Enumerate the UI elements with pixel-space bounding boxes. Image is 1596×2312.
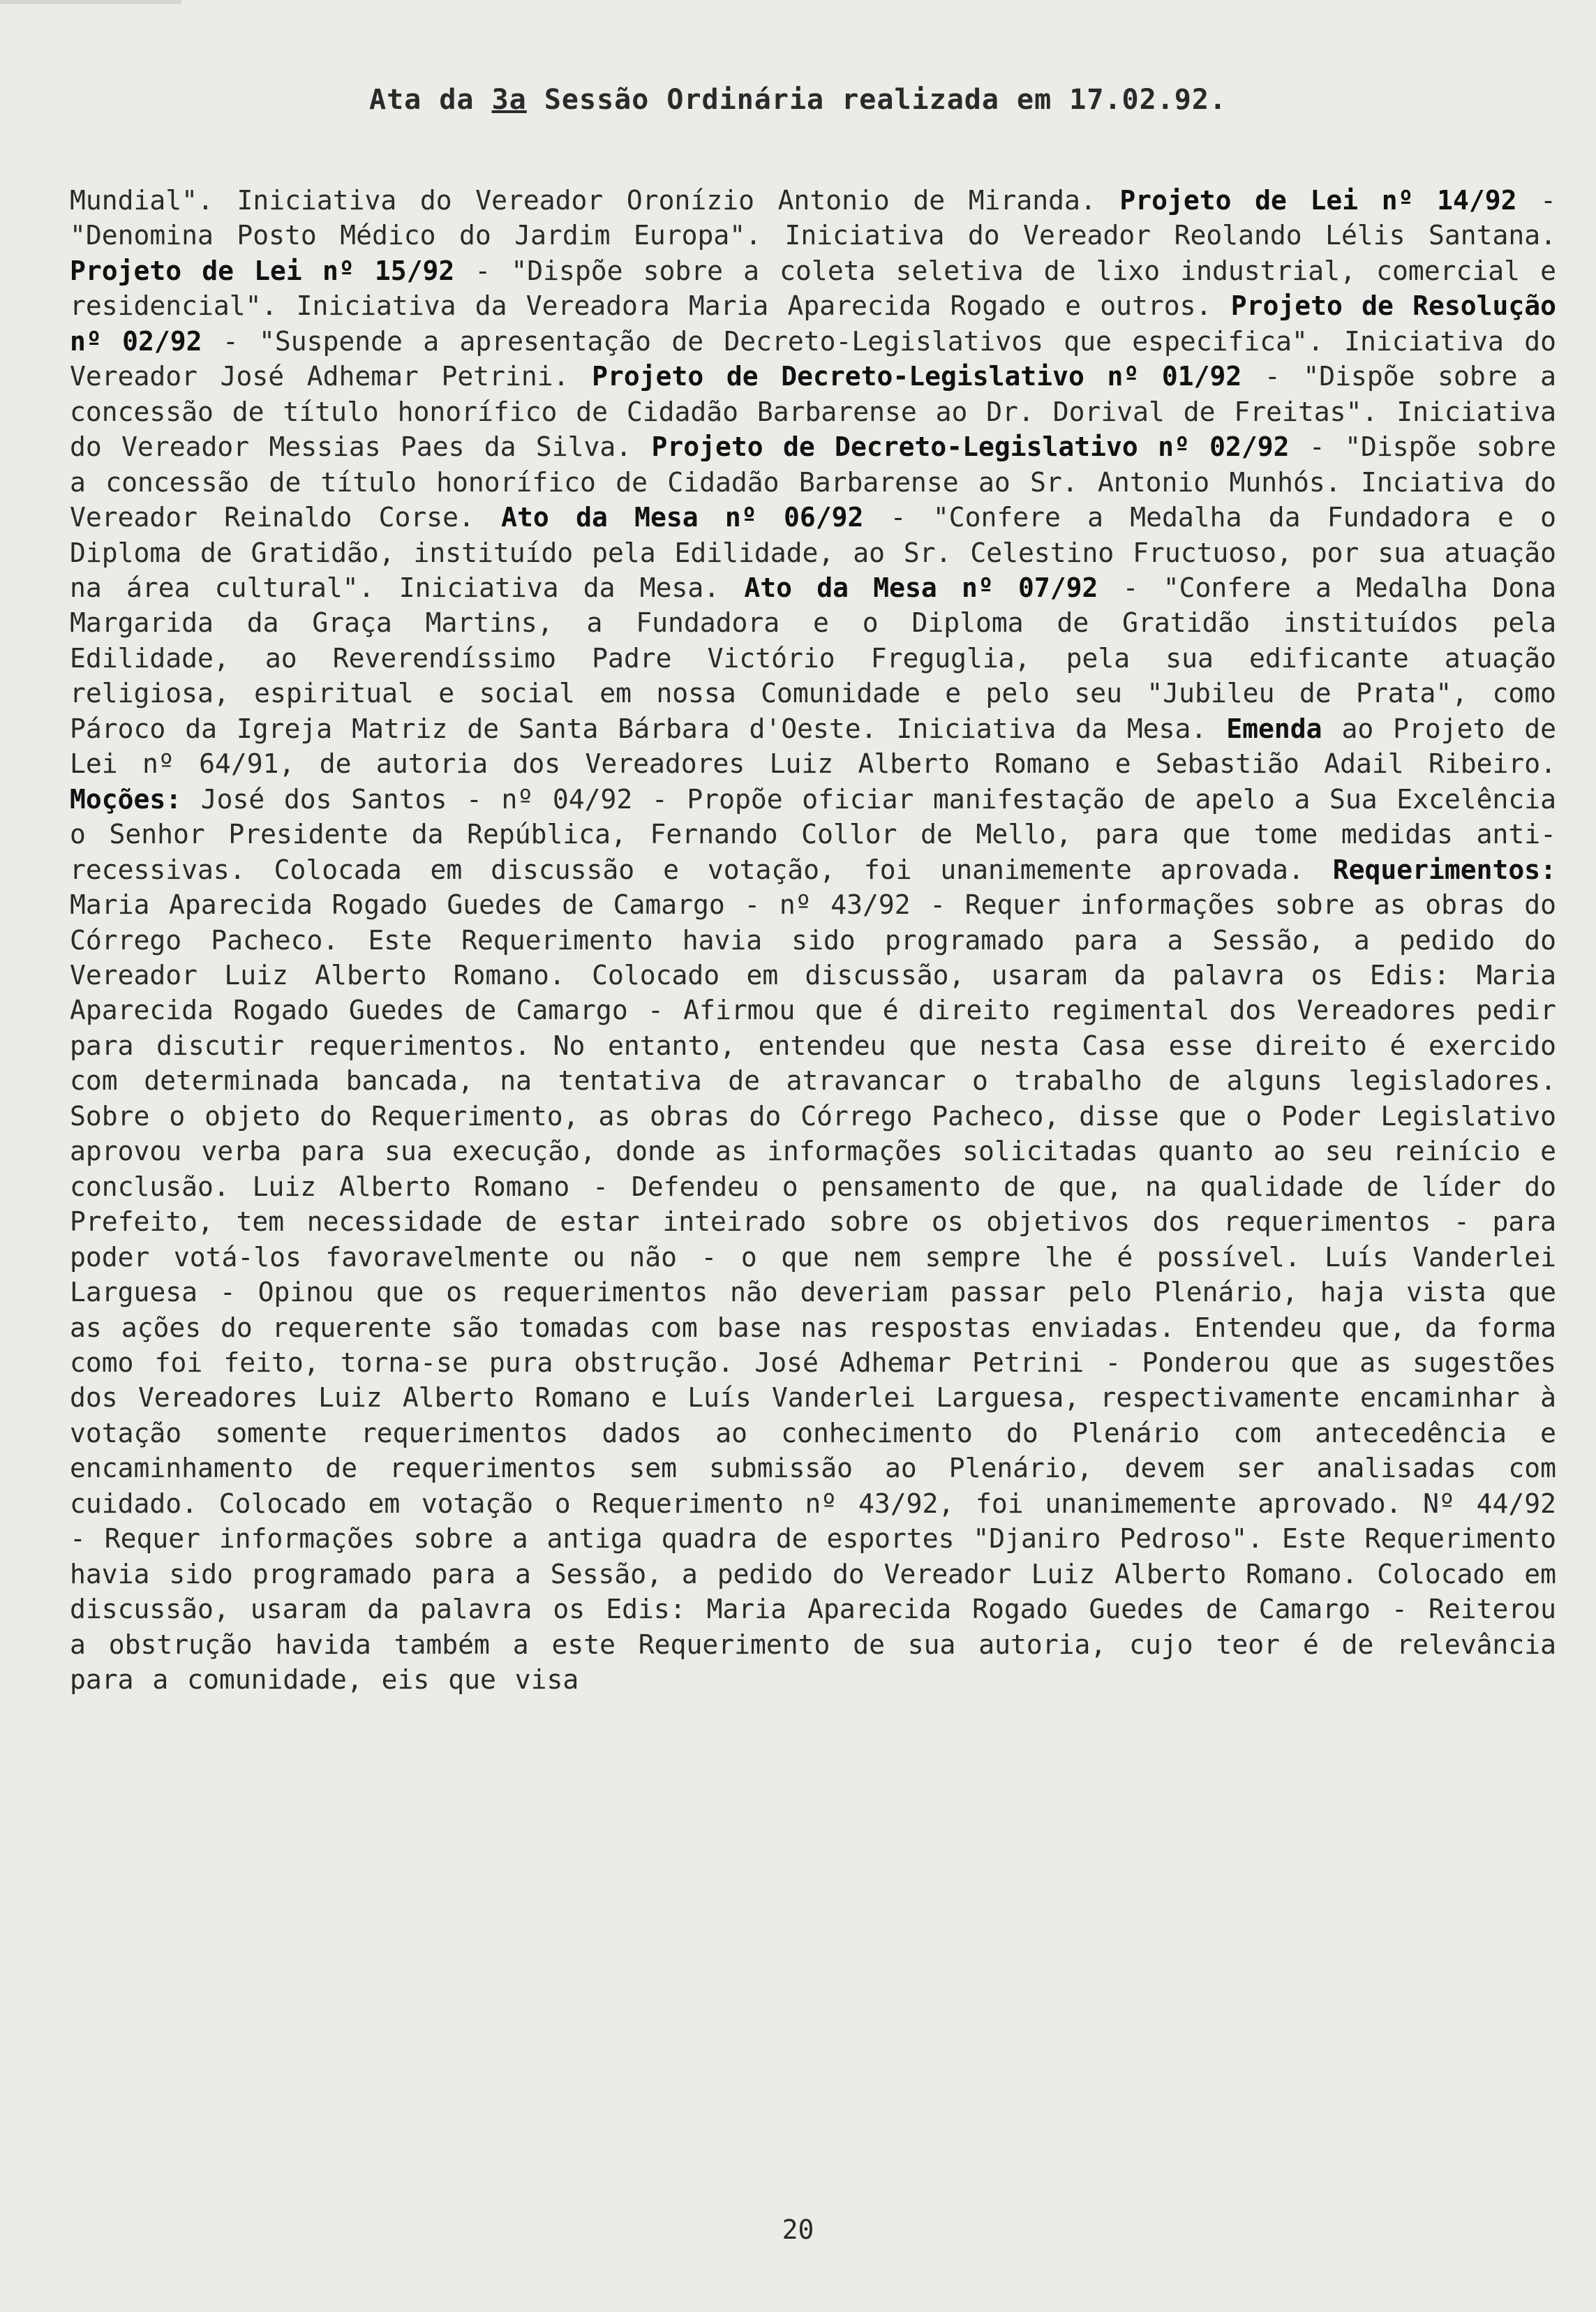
segment-text: - "Dispõe sobre a coleta seletiva de lixo industrial, comercial e residencial". Iniciativa da Vereadora Maria Aparecida Rogado e outros. (70, 255, 1556, 322)
decree-heading: Projeto de Decreto-Legislativo nº 02/92 (651, 431, 1290, 463)
segment-text: José dos Santos - nº 04/92 - Propõe oficiar manifestação de apelo a Sua Excelência o Senhor Presidente da República, Fernando Collor de Mello, para que tome medidas anti-recessivas. Colocada em discussão e votação, foi unanimemente aprovada. (70, 783, 1556, 885)
segment-text: - "Dispõe sobre a concessão de título honorífico de Cidadão Barbarense ao Dr. Dorival de Freitas". Iniciativa do Vereador Messias Paes da Silva. (70, 361, 1556, 463)
title-prefix: Ata da (368, 84, 492, 116)
page-number: 20 (782, 2214, 814, 2245)
segment-text: - "Dispõe sobre a concessão de título honorífico de Cidadão Barbarense ao Sr. Antonio Munhós. Inciativa do Vereador Reinaldo Corse. (70, 431, 1556, 533)
segment-text: ao Projeto de Lei nº 64/91, de autoria dos Vereadores Luiz Alberto Romano e Sebastião Adail Ribeiro. (70, 713, 1556, 780)
page-title (0, 84, 1596, 116)
minutes-body (70, 183, 1556, 2172)
bill-heading: Projeto de Lei nº 15/92 (70, 255, 455, 286)
act-heading: Ato da Mesa nº 06/92 (501, 502, 864, 533)
title-rest: Sessão Ordinária realizada em 17.02.92. (526, 84, 1228, 116)
act-heading: Ato da Mesa nº 07/92 (744, 572, 1098, 603)
segment-text: - "Confere a Medalha da Fundadora e o Diploma de Gratidão, instituído pela Edilidade, ao Sr. Celestino Fructuoso, por sua atuação na área cultural". Iniciativa da Mesa. (70, 502, 1556, 603)
requests-heading: Requerimentos: (1332, 854, 1556, 885)
bill-heading: Projeto de Lei nº 14/92 (1119, 185, 1517, 216)
segment-text: Mundial". Iniciativa do Vereador Oronízio Antonio de Miranda. (70, 185, 1120, 216)
segment-text: - "Confere a Medalha Dona Margarida da Graça Martins, a Fundadora e o Diploma de Gratidão instituídos pela Edilidade, ao Reverendíssimo Padre Victório Freguglia, pela sua edificante atuação religiosa, espiritual e social em nossa Comunidade e pelo seu "Jubileu de Prata", como Pároco da Igreja Matriz de Santa Bárbara d'Oeste. Iniciativa da Mesa. (70, 572, 1556, 744)
segment-text: - "Denomina Posto Médico do Jardim Europa". Iniciativa do Vereador Reolando Lélis Santana. (70, 185, 1556, 251)
motions-heading: Moções: (70, 783, 182, 815)
segment-text: Maria Aparecida Rogado Guedes de Camargo - nº 43/92 - Requer informações sobre as obras do Córrego Pacheco. Este Requerimento havia sido programado para a Sessão, a pedido do Vereador Luiz Alberto Romano. Colocado em discussão, usaram da palavra os Edis: Maria Aparecida Rogado Guedes de Camargo - Afirmou que é direito regimental dos Vereadores pedir para discutir requerimentos. No entanto, entendeu que nesta Casa esse direito é exercido com determinada bancada, na tentativa de atravancar o trabalho de alguns legisladores. Sobre o objeto do Requerimento, as obras do Córrego Pacheco, disse que o Poder Legislativo aprovou verba para sua execução, donde as informações solicitadas quanto ao seu reinício e conclusão. Luiz Alberto Romano - Defendeu o pensamento de que, na qualidade de líder do Prefeito, tem necessidade de estar inteirado sobre os objetivos dos requerimentos - para poder votá-los favoravelmente ou não - o que nem sempre lhe é possível. Luís Vanderlei Larguesa - Opinou que os requerimentos não deveriam passar pelo Plenário, haja vista que as ações do requerente são tomadas com base nas respostas enviadas. Entendeu que, da forma como foi feito, torna-se pura obstrução. José Adhemar Petrini - Ponderou que as sugestões dos Vereadores Luiz Alberto Romano e Luís Vanderlei Larguesa, respectivamente encaminhar à votação somente requerimentos dados ao conhecimento do Plenário com antecedência e encaminhamento de requerimentos sem submissão ao Plenário, devem ser analisadas com cuidado. Colocado em votação o Requerimento nº 43/92, foi unanimemente aprovado. Nº 44/92 - Requer informações sobre a antiga quadra de esportes "Djaniro Pedroso". Este Requerimento havia sido programado para a Sessão, a pedido do Vereador Luiz Alberto Romano. Colocado em discussão, usaram da palavra os Edis: Maria Aparecida Rogado Guedes de Camargo - Reiterou a obstrução havida também a este Requerimento de sua autoria, cujo teor é de relevância para a comunidade, eis que visa (70, 889, 1556, 1696)
segment-text: - "Suspende a apresentação de Decreto-Legislativos que especifica". Iniciativa do Vereador José Adhemar Petrini. (70, 325, 1556, 392)
amendment-heading: Emenda (1226, 713, 1322, 744)
minutes-paragraph (70, 183, 1556, 1697)
title-ordinal: 3a (491, 84, 527, 116)
resolution-heading: Projeto de Resolução nº 02/92 (70, 290, 1556, 357)
decree-heading: Projeto de Decreto-Legislativo nº 01/92 (592, 361, 1242, 392)
scan-edge-mark (0, 0, 181, 4)
